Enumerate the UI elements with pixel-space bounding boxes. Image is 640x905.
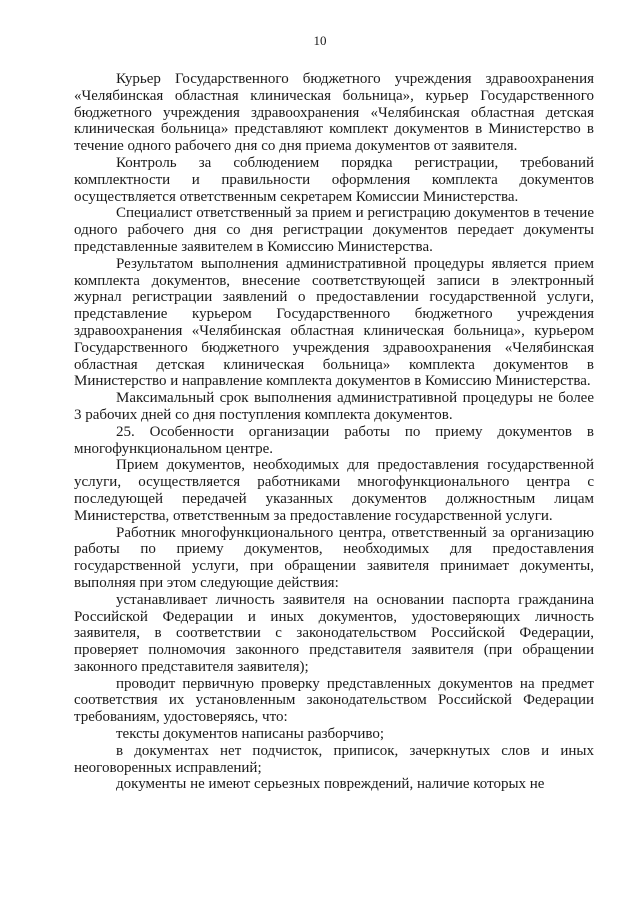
paragraph-max-term: Максимальный срок выполнения административной процедуры не более 3 рабочих дней со дня поступления комплекта документов. xyxy=(74,390,594,423)
paragraph-no-damage: документы не имеют серьезных повреждений, наличие которых не xyxy=(116,776,545,793)
paragraph-no-erasures: в документах нет подчисток, приписок, зачеркнутых слов и иных неоговоренных исправлений; xyxy=(74,742,594,776)
paragraph-document-reception: Прием документов, необходимых для предоставления государственной услуги, осуществляется работниками многофункционального центра с последующей передачей указанных документов должностным лицам Министерства, ответственным за предоставление государственной услуги. xyxy=(74,457,594,524)
paragraph-mfc-worker-actions: Работник многофункционального центра, ответственный за организацию работы по приему документов, необходимых для предоставления государственной услуги, при обращении заявителя принимает документы, выполняя при этом следующие действия: xyxy=(74,524,594,591)
document-body xyxy=(74,71,594,793)
page-number: 10 xyxy=(313,33,327,48)
paragraph-procedure-result: Результатом выполнения административной процедуры является прием комплекта документов, внесение соответствующей записи в электронный журнал регистрации заявлений о предоставлении государственной услуги, представление курьером Государственного бюджетного учреждения здравоохранения «Челябинская областная клиническая больница», курьером Государственного бюджетного учреждения здравоохранения «Челябинская областная детская клиническая больница» комплекта документов в Министерство и направление комплекта документов в Комиссию Министерства. xyxy=(74,255,594,390)
paragraph-legible-texts: тексты документов написаны разборчиво; xyxy=(116,726,385,743)
paragraph-specialist-transfer: Специалист ответственный за прием и регистрацию документов в течение одного рабочего дня со дня регистрации документов передает документы представленные заявителем в Комиссию Министерства. xyxy=(74,205,594,255)
paragraph-primary-check: проводит первичную проверку представленных документов на предмет соответствия их установленным законодательством Российской Федерации требованиям, удостоверяясь, что: xyxy=(74,675,594,726)
paragraph-section-25-heading: 25. Особенности организации работы по приему документов в многофункциональном центре. xyxy=(74,423,594,457)
paragraph-courier-delivery: Курьер Государственного бюджетного учреждения здравоохранения «Челябинская областная клиническая больница», курьер Государственного бюджетного учреждения здравоохранения «Челябинская областная детская клиническая больница» представляют комплект документов в Министерство в течение одного рабочего дня со дня приема документов от заявителя. xyxy=(74,71,594,155)
paragraph-control: Контроль за соблюдением порядка регистрации, требований комплектности и правильности оформления комплекта документов осуществляется ответственным секретарем Комиссии Министерства. xyxy=(74,154,594,205)
paragraph-identity-check: устанавливает личность заявителя на основании паспорта гражданина Российской Федерации и иных документов, удостоверяющих личность заявителя, в соответствии с законодательством Российской Федерации, проверяет полномочия законного представителя заявителя (при обращении законного представителя заявителя); xyxy=(74,591,594,675)
